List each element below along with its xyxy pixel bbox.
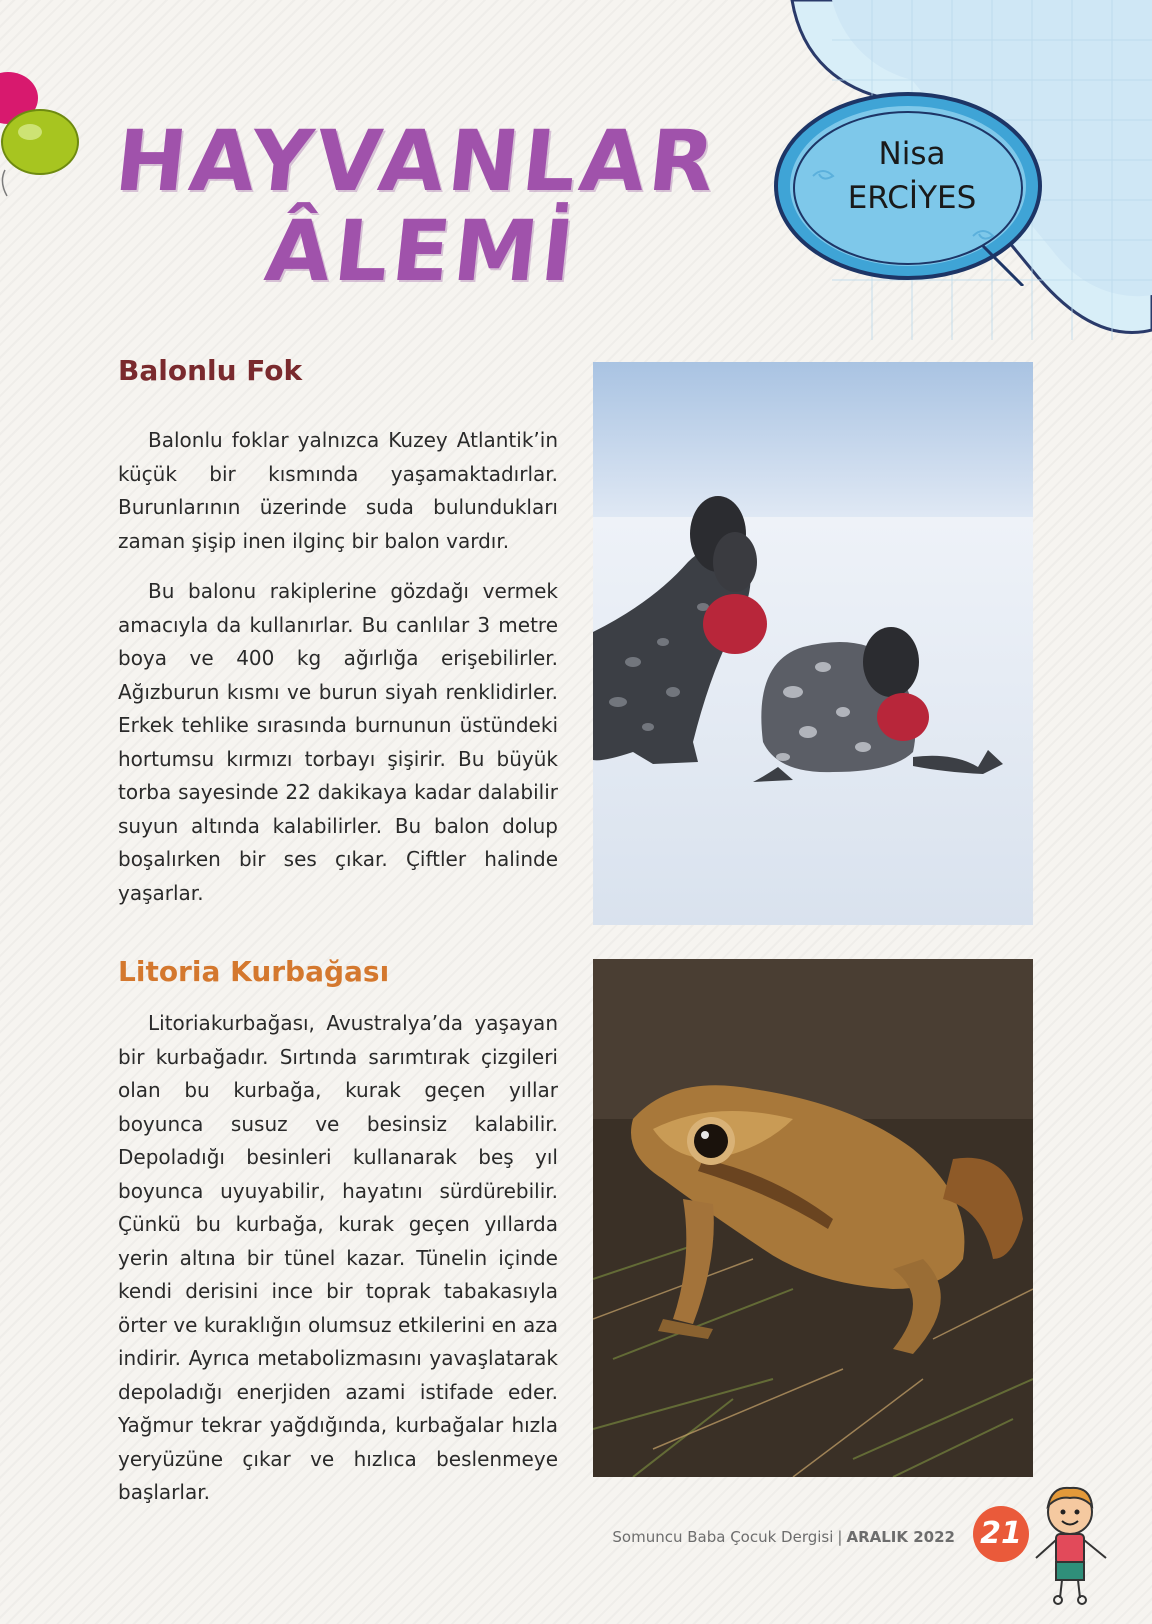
litoria-frog-photo <box>593 959 1033 1477</box>
magazine-name: Somuncu Baba Çocuk Dergisi <box>612 1528 834 1546</box>
paragraph: Litoriakurbağası, Avustralya’da yaşayan bir kurbağadır. Sırtında sarımtırak çizgileri olan bu kurbağa, kurak geçen yıllar boyunca susuz ve besinsiz kalabilir. Depoladığı besinleri kullanarak beş yıl boyunca uyuyabilir, hayatını sürdürebilir. Çünkü bu kurbağa, kurak geçen yıllarda yerin altına bir tünel kazar. Tünelin içinde kendi derisini ince bir toprak tabakasıyla örter ve kuraklığın olumsuz etkilerini en aza indirir. Ayrıca metabolizmasını yavaşlatarak depoladığı enerjiden azami istifade eder. Yağmur tekrar yağdığında, kurbağalar hızla yeryüzüne çıkar ve hızlıca beslenmeye başlarlar. <box>118 1011 558 1504</box>
issue-date: ARALIK 2022 <box>846 1528 955 1546</box>
section-heading-frog: Litoria Kurbağası <box>118 955 390 988</box>
balloons-decoration <box>0 70 90 200</box>
paragraph: Bu balonu rakiplerine gözdağı vermek amacıyla da kullanırlar. Bu canlılar 3 metre boya ve 400 kg ağırlığa erişebilirler. Ağızburun kısmı ve burun siyah renklidirler. Erkek tehlike sırasında burnunun üstündeki hortumsu kırmızı torbayı şişirir. Bu büyük torba sayesinde 22 dakikaya kadar dalabilir suyun altında kalabilirler. Bu balon dolup boşalırken bir ses çıkar. Çiftler halinde yaşarlar. <box>118 579 558 905</box>
author-first-name: Nisa <box>878 136 946 172</box>
article-seal-body <box>118 424 558 927</box>
footer-separator: | <box>837 1528 843 1546</box>
page-number: 21 <box>973 1506 1029 1562</box>
title-line-2: ÂLEMİ <box>260 202 582 300</box>
hooded-seal-photo <box>593 362 1033 925</box>
section-heading-seal: Balonlu Fok <box>118 354 303 387</box>
page-title <box>110 112 756 312</box>
paragraph: Balonlu foklar yalnızca Kuzey Atlantik’in küçük bir kısmında yaşamaktadırlar. Burunlarının üzerinde suda bulundukları zaman şişip inen ilginç bir balon vardır. <box>118 428 558 553</box>
article-frog-body <box>118 1007 558 1527</box>
kid-mascot-illustration <box>1022 1478 1132 1608</box>
author-last-name: ERCİYES <box>847 180 977 216</box>
title-line-1: HAYVANLAR <box>110 112 724 210</box>
page-footer <box>600 1528 955 1546</box>
